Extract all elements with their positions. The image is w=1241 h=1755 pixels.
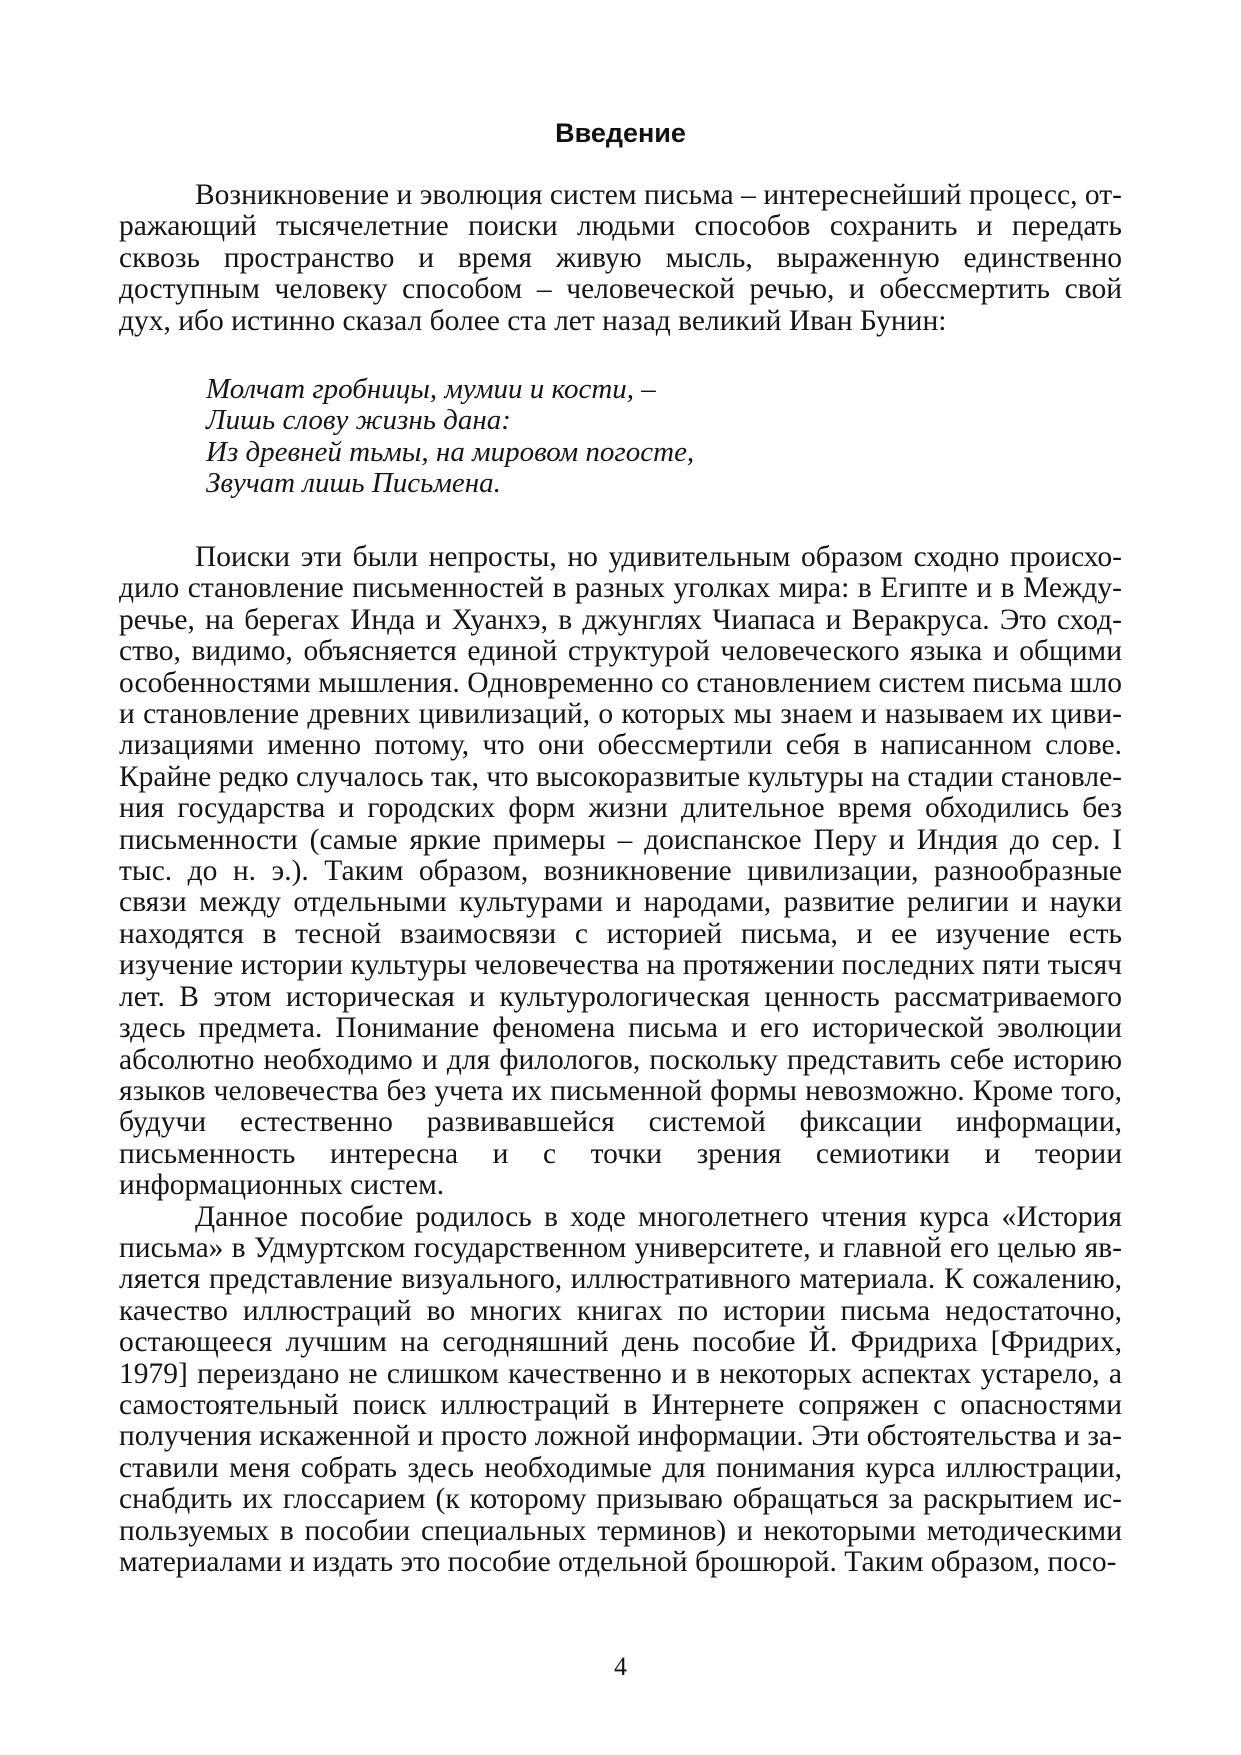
- intro-block: [119, 180, 1122, 337]
- poem-line: Молчат гробницы, мумии и кости, –: [206, 373, 656, 405]
- page-number: 4: [614, 1652, 627, 1681]
- poem-line: Лишь слову жизнь дана:: [206, 404, 511, 437]
- paragraph-third: Данное пособие родилось в ходе многолетнего чтения курса «История письма» в Удмуртском государственном университете, и главной его целью является представление визуального, иллюстративного материала. К сожалению, качество иллюстраций во многих книгах по истории письма недостаточно, остающееся лучшим на сегодняшний день пособие Й. Фридриха [Фридрих, 1979] переиздано не слишком качественно и в некоторых аспектах устарело, а самостоятельный поиск иллюстраций в Интернете сопряжен с опасностями получения искаженной и просто ложной информации. Эти обстоятельства и заставили меня собрать здесь необходимые для понимания курса иллюстрации, снабдить их глоссарием (к которому призываю обращаться за раскрытием используемых в пособии специальных терминов) и некоторыми методическими материалами и издать это пособие отдельной брошюрой. Таким образом, посо-: [119, 1200, 1122, 1578]
- paragraph-second: Поиски эти были непросты, но удивительным образом сходно происходило становление письменностей в разных уголках мира: в Египте и в Междуречье, на берегах Инда и Хуанхэ, в джунглях Чиапаса и Веракруса. Это сходство, видимо, объясняется единой структурой человеческого языка и общими особенностями мышления. Одновременно со становлением систем письма шло и становление древних цивилизаций, о которых мы знаем и называем их цивилизациями именно потому, что они обессмертили себя в написанном слове. Крайне редко случалось так, что высокоразвитые культуры на стадии становления государства и городских форм жизни длительное время обходились без письменности (самые яркие примеры – доиспанское Перу и Индия до сер. I тыс. до н. э.). Таким образом, возникновение цивилизации, разнообразные связи между отдельными культурами и народами, развитие религии и науки находятся в тесной взаимосвязи с историей письма, и ее изучение есть изучение истории культуры человечества на протяжении последних пяти тысяч лет. В этом историческая и культурологическая ценность рассматриваемого здесь предмета. Понимание феномена письма и его исторической эволюции абсолютно необходимо и для филологов, поскольку представить себе историю языков человечества без учета их письменной формы невозможно. Кроме того, будучи естественно развивавшейся системой фиксации информации, письменность интересна и с точки зрения семиотики и теории информационных систем.: [119, 541, 1122, 1202]
- page-title: Введение: [555, 118, 686, 148]
- poem-line: Звучат лишь Письмена.: [206, 467, 501, 500]
- paragraph-intro: Возникновение и эволюция систем письма – интереснейший процесс, отражающий тысячелетние поиски людьми способов сохранить и передать сквозь пространство и время живую мысль, выраженную единственно доступным человеку способом – человеческой речью, и обессмертить свой дух, ибо истинно сказал более ста лет назад великий Иван Бунин:: [119, 179, 1122, 337]
- poem-line: Из древней тьмы, на мировом погосте,: [206, 435, 695, 468]
- poem-quote: [206, 374, 1006, 500]
- main-text-block: [119, 542, 1122, 1578]
